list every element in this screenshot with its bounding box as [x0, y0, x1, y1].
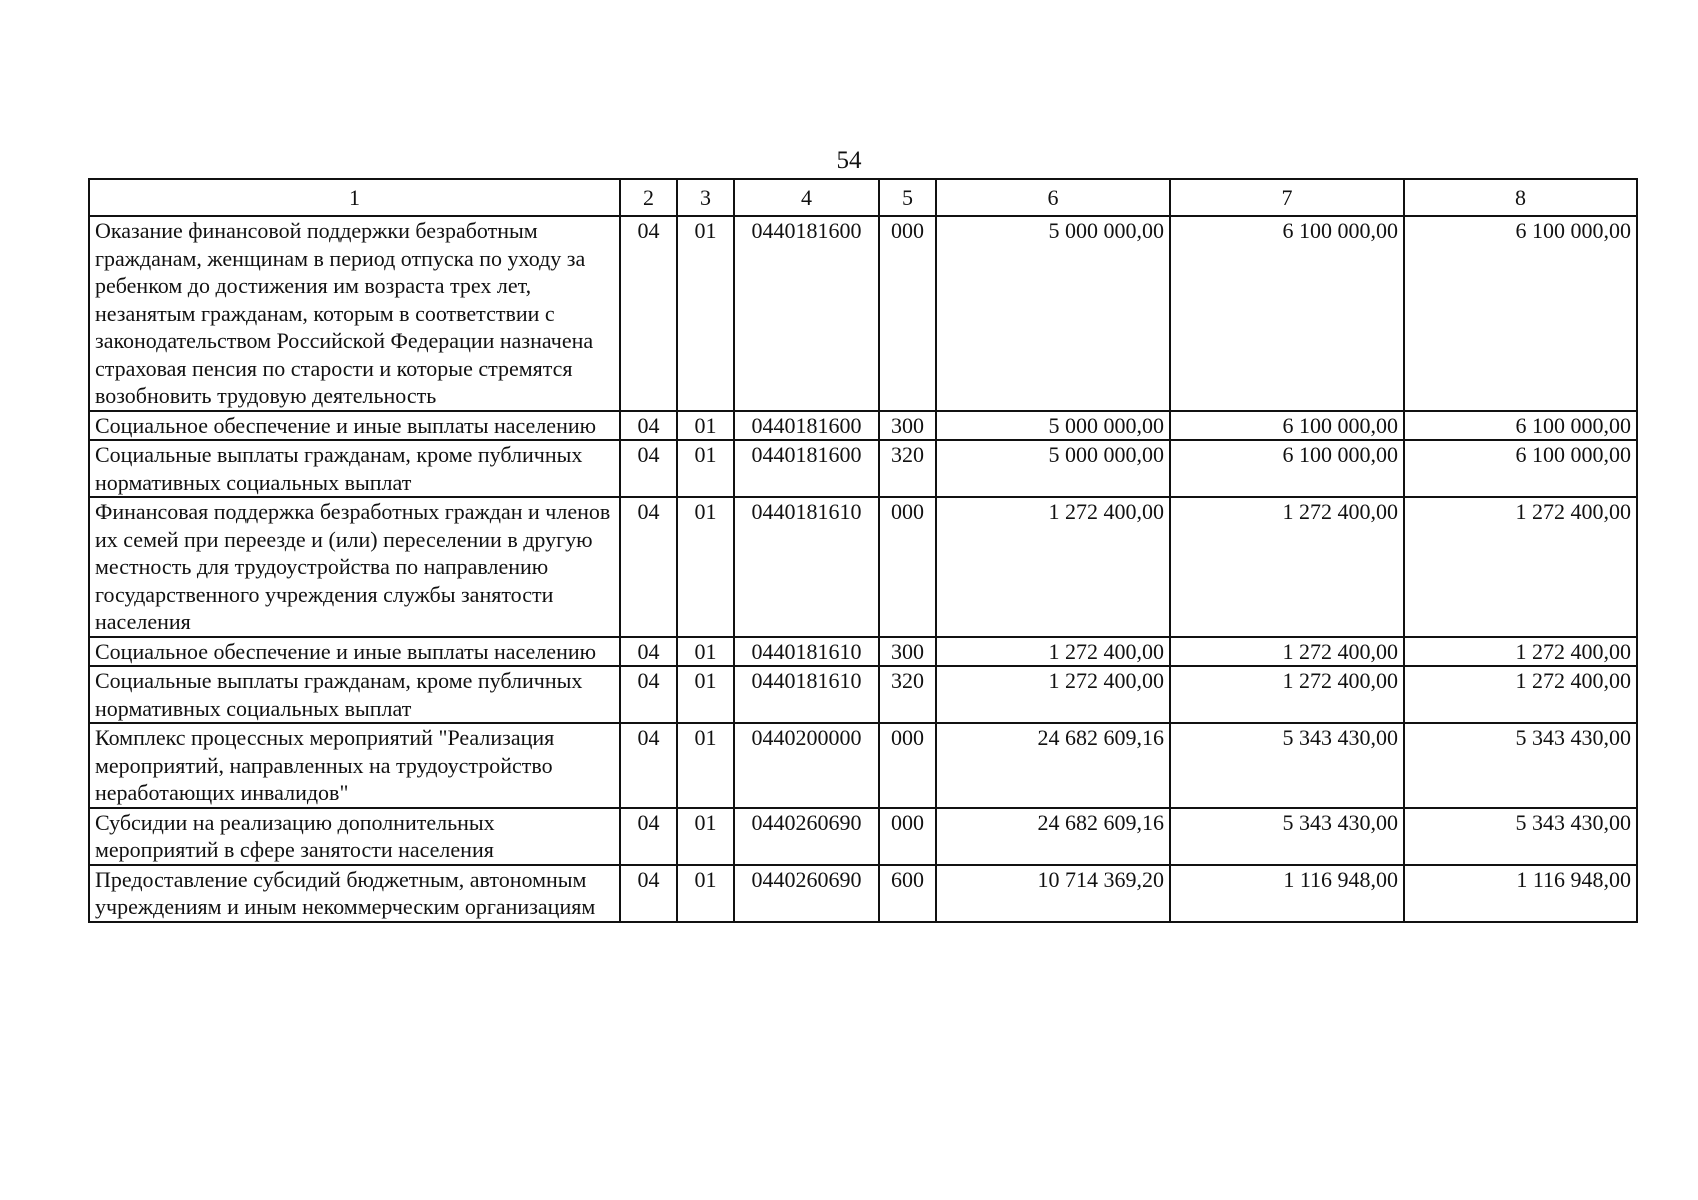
amount-col-7: 6 100 000,00 [1170, 216, 1404, 411]
expense-type-code: 600 [879, 865, 936, 922]
row-name: Социальные выплаты гражданам, кроме публичных нормативных социальных выплат [89, 666, 620, 723]
section-code: 04 [620, 637, 677, 667]
amount-col-7: 1 272 400,00 [1170, 666, 1404, 723]
row-name: Комплекс процессных мероприятий "Реализация мероприятий, направленных на трудоустройство неработающих инвалидов" [89, 723, 620, 808]
column-header: 5 [879, 179, 936, 216]
section-code: 04 [620, 723, 677, 808]
amount-col-8: 1 272 400,00 [1404, 666, 1637, 723]
amount-col-6: 24 682 609,16 [936, 808, 1170, 865]
row-name: Субсидии на реализацию дополнительных мероприятий в сфере занятости населения [89, 808, 620, 865]
table-row [89, 440, 1637, 497]
table-row [89, 808, 1637, 865]
amount-col-8: 6 100 000,00 [1404, 411, 1637, 441]
section-code: 04 [620, 808, 677, 865]
table-row [89, 497, 1637, 637]
amount-col-6: 5 000 000,00 [936, 216, 1170, 411]
section-code: 04 [620, 411, 677, 441]
row-name: Предоставление субсидий бюджетным, автономным учреждениям и иным некоммерческим организациям [89, 865, 620, 922]
expense-type-code: 320 [879, 666, 936, 723]
table-row [89, 637, 1637, 667]
row-name: Финансовая поддержка безработных граждан и членов их семей при переезде и (или) переселении в другую местность для трудоустройства по направлению государственного учреждения службы занятости населения [89, 497, 620, 637]
subsection-code: 01 [677, 808, 734, 865]
row-name: Социальное обеспечение и иные выплаты населению [89, 411, 620, 441]
page-number: 54 [836, 147, 862, 174]
row-name: Социальное обеспечение и иные выплаты населению [89, 637, 620, 667]
amount-col-6: 1 272 400,00 [936, 497, 1170, 637]
column-header: 2 [620, 179, 677, 216]
amount-col-7: 5 343 430,00 [1170, 808, 1404, 865]
amount-col-8: 5 343 430,00 [1404, 723, 1637, 808]
amount-col-7: 1 272 400,00 [1170, 497, 1404, 637]
expense-type-code: 300 [879, 637, 936, 667]
row-name: Оказание финансовой поддержки безработным гражданам, женщинам в период отпуска по уходу за ребенком до достижения им возраста трех лет, незанятым гражданам, которым в соответствии с законодательством Российской Федерации назначена страховая пенсия по старости и которые стремятся возобновить трудовую деятельность [89, 216, 620, 411]
target-article-code: 0440181610 [734, 637, 879, 667]
amount-col-8: 1 272 400,00 [1404, 637, 1637, 667]
section-code: 04 [620, 216, 677, 411]
amount-col-8: 1 116 948,00 [1404, 865, 1637, 922]
column-header: 1 [89, 179, 620, 216]
expense-type-code: 000 [879, 216, 936, 411]
expense-type-code: 000 [879, 808, 936, 865]
amount-col-6: 5 000 000,00 [936, 411, 1170, 441]
table-row [89, 411, 1637, 441]
amount-col-7: 6 100 000,00 [1170, 440, 1404, 497]
subsection-code: 01 [677, 440, 734, 497]
amount-col-6: 5 000 000,00 [936, 440, 1170, 497]
subsection-code: 01 [677, 666, 734, 723]
column-header: 6 [936, 179, 1170, 216]
target-article-code: 0440181600 [734, 411, 879, 441]
amount-col-8: 1 272 400,00 [1404, 497, 1637, 637]
amount-col-7: 5 343 430,00 [1170, 723, 1404, 808]
amount-col-8: 5 343 430,00 [1404, 808, 1637, 865]
target-article-code: 0440260690 [734, 808, 879, 865]
target-article-code: 0440181610 [734, 666, 879, 723]
amount-col-7: 1 116 948,00 [1170, 865, 1404, 922]
expense-type-code: 300 [879, 411, 936, 441]
table-row [89, 666, 1637, 723]
column-header: 8 [1404, 179, 1637, 216]
row-name: Социальные выплаты гражданам, кроме публичных нормативных социальных выплат [89, 440, 620, 497]
subsection-code: 01 [677, 216, 734, 411]
target-article-code: 0440200000 [734, 723, 879, 808]
header-row [89, 179, 1637, 216]
target-article-code: 0440181610 [734, 497, 879, 637]
expense-type-code: 000 [879, 497, 936, 637]
column-header: 4 [734, 179, 879, 216]
target-article-code: 0440181600 [734, 216, 879, 411]
table-row [89, 865, 1637, 922]
subsection-code: 01 [677, 411, 734, 441]
amount-col-6: 10 714 369,20 [936, 865, 1170, 922]
amount-col-7: 1 272 400,00 [1170, 637, 1404, 667]
subsection-code: 01 [677, 497, 734, 637]
amount-col-6: 24 682 609,16 [936, 723, 1170, 808]
column-header: 7 [1170, 179, 1404, 216]
amount-col-7: 6 100 000,00 [1170, 411, 1404, 441]
amount-col-8: 6 100 000,00 [1404, 216, 1637, 411]
subsection-code: 01 [677, 637, 734, 667]
table-row [89, 723, 1637, 808]
amount-col-6: 1 272 400,00 [936, 666, 1170, 723]
subsection-code: 01 [677, 723, 734, 808]
target-article-code: 0440260690 [734, 865, 879, 922]
column-header: 3 [677, 179, 734, 216]
amount-col-8: 6 100 000,00 [1404, 440, 1637, 497]
section-code: 04 [620, 865, 677, 922]
subsection-code: 01 [677, 865, 734, 922]
amount-col-6: 1 272 400,00 [936, 637, 1170, 667]
budget-table [88, 178, 1638, 923]
section-code: 04 [620, 666, 677, 723]
section-code: 04 [620, 497, 677, 637]
section-code: 04 [620, 440, 677, 497]
table-row [89, 216, 1637, 411]
target-article-code: 0440181600 [734, 440, 879, 497]
expense-type-code: 000 [879, 723, 936, 808]
expense-type-code: 320 [879, 440, 936, 497]
